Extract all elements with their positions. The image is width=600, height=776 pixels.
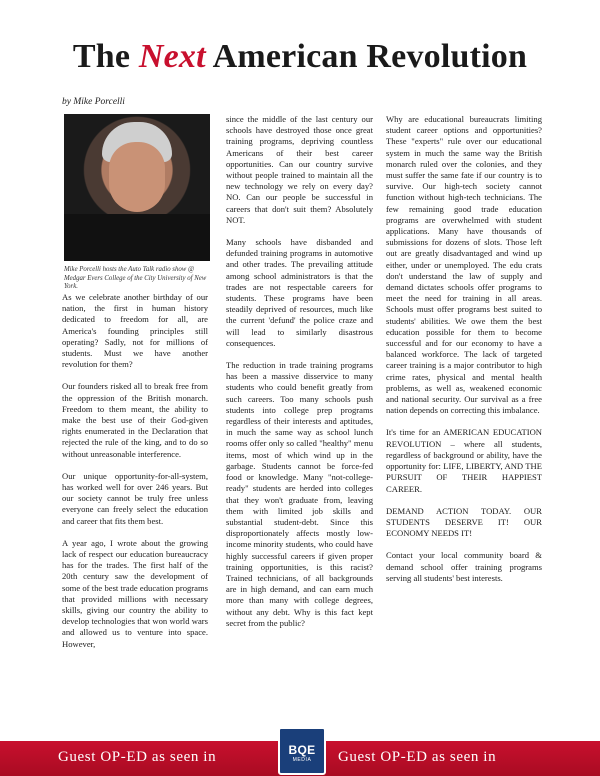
paragraph: Contact your local community board & demand school offer training programs serving all students' best interests. [386, 550, 542, 583]
logo-main: BQE [288, 743, 316, 757]
paragraph: Many schools have disbanded and defunded training programs in automotive and other trades. The prevailing attitude among school administrators is that the trades are not respectable careers for students. These programs have been steadily deprived of resources, much like the current 'defund' the police craze and will lead to similarly disastrous consequences. [226, 237, 373, 348]
paragraph: It's time for an AMERICAN EDUCATION REVOLUTION – where all students, regardless of background or ability, have the opportunity for: LIFE, LIBERTY, AND THE PURSUIT OF THEIR HAPPIEST CAREER. [386, 427, 542, 494]
paragraph: Our founders risked all to break free from the oppression of the British monarch. Freedom to them meant, the ability to make the best use of their God-given rights enumerated in the Declaration that rejected the rule of the king, and to do so without unreasonable interference. [62, 381, 208, 459]
photo-face [109, 142, 165, 212]
byline: by Mike Porcelli [62, 97, 125, 107]
paragraph: Our unique opportunity-for-all-system, has worked well for over 246 years. But our society cannot be truly free unless everyone can freely select the education and career that fits them best. [62, 470, 208, 526]
footer-left-text: Guest OP-ED as seen in [58, 749, 217, 765]
paragraph: The reduction in trade training programs has been a massive disservice to many students who could benefit greatly from such careers. Too many schools push students into college prep programs regardless of their interests and aptitudes, in much the same way as school lunch rooms offer only so called "healthy" menu items, most of which wind up in the garbage. Students cannot be force-fed food or knowledge. Many "not-college-ready" students are herded into colleges that they won't graduate from, leaving them with limited job skills and substantial student-debt. Since this disproportionately affects mostly low-income minority students, who could have highly successful careers if given proper training opportunities, is this racist? Trained technicians, of all backgrounds are in high demand, and can earn much more than many with college degrees, without any debt. Why is this fact kept secret from the public? [226, 360, 373, 628]
column-1 [62, 292, 208, 661]
column-3 [386, 114, 542, 595]
paragraph: As we celebrate another birthday of our nation, the first in human history dedicated to freedom for all, are America's founding principles still operating? Sadly, not for millions of students. Must we have another revolution for them? [62, 292, 208, 370]
title-before: The [72, 38, 139, 75]
footer-right-text: Guest OP-ED as seen in [338, 749, 497, 765]
logo-sub: MEDIA [292, 757, 312, 763]
paragraph: Why are educational bureaucrats limiting student career options and opportunities? These "experts" rule over our educational system in much the same way the British monarch ruled over the colonies, and they must suffer the same fate if our country is to survive. Our high-tech society cannot function without high-tech technicians. The few remaining good trade education programs are overwhelmed with student applications. Many have thousands of submissions for dozens of slots. Those left out are greatly disadvantaged and wind up either, under or unemployed. The edu crats don't understand the law of supply and demand dictates schools offer programs to meet the need for training in all areas. Schools must offer programs best suited to students' abilities. We owe them the best education possible for them to become successful and for our economy to have a balanced workforce. The lack of targeted career training is a major contributor to high crime rates, physical and mental health problems, as well as, weakened economic and national security. Our survival as a free nation depends on correcting this imbalance. [386, 114, 542, 416]
author-photo [64, 114, 210, 261]
article-title [0, 38, 600, 76]
title-emphasis: Next [138, 38, 206, 75]
title-after: American Revolution [205, 38, 528, 75]
photo-caption: Mike Porcelli hosts the Auto Talk radio show @ Medgar Evers College of the City University of New York. [64, 266, 207, 290]
bqe-media-logo [278, 727, 326, 775]
paragraph: since the middle of the last century our schools have destroyed those once great training programs, depriving countless Americans of their best career opportunities. Can our country survive without people trained to maintain all the new technology we rely on every day? NO. Can our people be successful in careers that don't suit them? Absolutely NOT. [226, 114, 373, 225]
paragraph: A year ago, I wrote about the growing lack of respect our education bureaucracy has for the trades. The first half of the 20th century saw the development of some of the best trade education programs that provided millions with necessary skills, giving our country the ability to develop technologies that won world wars and allowed us to venture into space. However, [62, 537, 208, 649]
photo-body [64, 214, 210, 261]
paragraph: DEMAND ACTION TODAY. OUR STUDENTS DESERVE IT! OUR ECONOMY NEEDS IT! [386, 505, 542, 539]
column-2 [226, 114, 373, 640]
